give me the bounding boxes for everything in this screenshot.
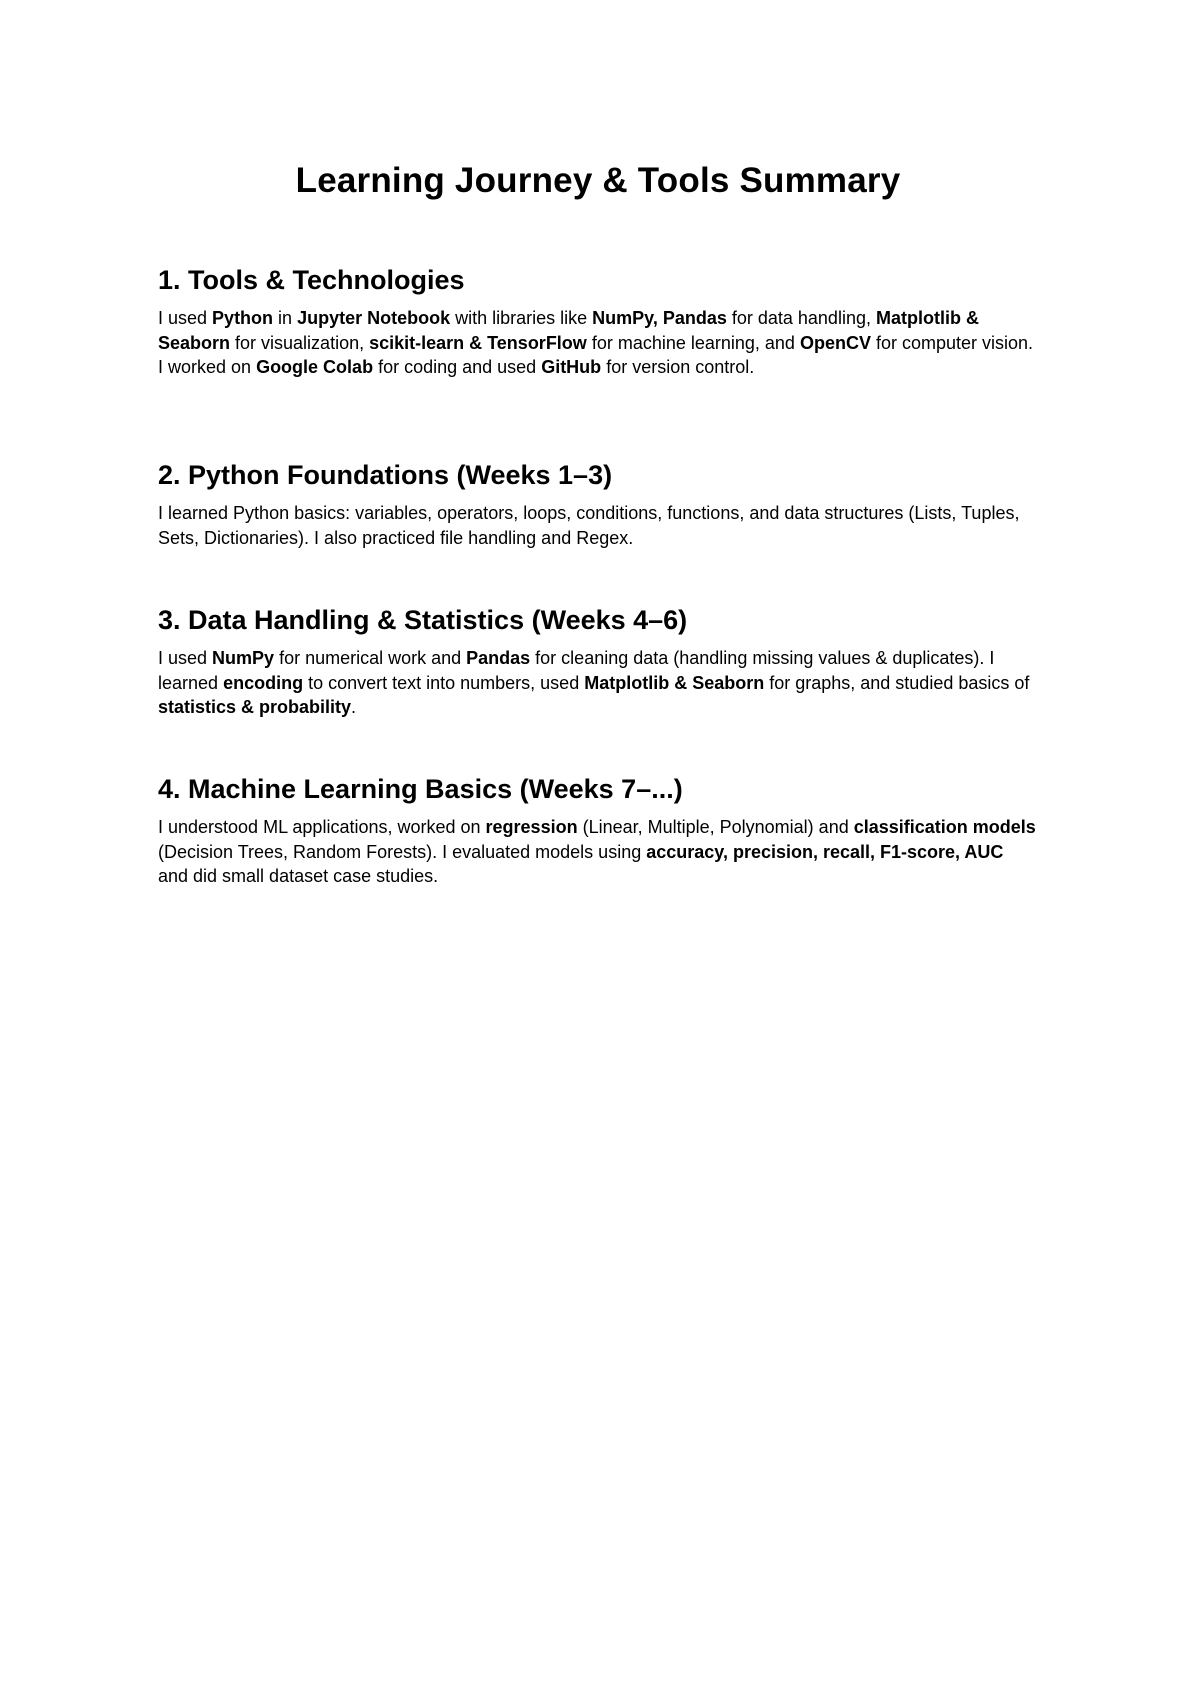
section-paragraph xyxy=(158,306,1038,380)
section-tools-technologies xyxy=(158,264,1038,380)
text-run: for visualization, xyxy=(230,332,370,353)
bold-term: Matplotlib & Seaborn xyxy=(158,308,979,353)
section-paragraph xyxy=(158,646,1038,720)
text-run: for machine learning, and xyxy=(586,332,800,353)
bold-term: Jupyter Notebook xyxy=(297,308,451,328)
bold-term: NumPy xyxy=(212,648,275,668)
bold-term: accuracy, precision, recall, F1-score, AUC xyxy=(646,841,1004,862)
text-run: . xyxy=(351,697,357,717)
section-data-handling-statistics xyxy=(158,604,1038,720)
section-paragraph xyxy=(158,501,1038,550)
text-run: I used xyxy=(158,648,213,668)
text-run: for graphs, and studied basics of xyxy=(764,672,1030,693)
bold-term: encoding xyxy=(223,672,304,693)
bold-term: regression xyxy=(485,817,578,837)
document-title: Learning Journey & Tools Summary xyxy=(295,161,901,200)
bold-term: NumPy, Pandas xyxy=(592,308,727,328)
bold-term: classification models xyxy=(853,817,1036,837)
text-run: for numerical work and xyxy=(274,648,467,668)
section-machine-learning-basics xyxy=(158,773,1038,889)
bold-term: Google Colab xyxy=(256,357,374,377)
text-run: for cleaning data (handling missing values & duplicates). I learned xyxy=(158,648,995,693)
text-run: I used xyxy=(158,308,213,328)
bold-term: GitHub xyxy=(541,357,602,377)
bold-term: Pandas xyxy=(466,648,531,668)
text-run: to convert text into numbers, used xyxy=(303,672,585,693)
text-run: in xyxy=(273,308,298,328)
text-run: I understood ML applications, worked on xyxy=(158,817,486,837)
text-run: for coding and used xyxy=(373,357,542,377)
text-run: and did small dataset case studies. xyxy=(158,866,439,886)
text-run: for computer vision. I worked on xyxy=(158,332,1034,377)
text-run: with libraries like xyxy=(450,308,593,328)
text-run: I learned Python basics: variables, operators, loops, conditions, functions, and data structures (Lists, Tuples, Sets, Dictionaries). I also practiced file handling and Regex. xyxy=(158,503,1020,548)
section-heading: 1. Tools & Technologies xyxy=(158,265,465,295)
section-heading: 4. Machine Learning Basics (Weeks 7–...) xyxy=(158,774,683,804)
section-heading: 3. Data Handling & Statistics (Weeks 4–6) xyxy=(158,605,688,635)
bold-term: Matplotlib & Seaborn xyxy=(584,672,765,693)
bold-term: Python xyxy=(212,308,274,328)
text-run: for data handling, xyxy=(726,308,876,328)
section-heading: 2. Python Foundations (Weeks 1–3) xyxy=(158,460,613,490)
text-run: (Decision Trees, Random Forests). I evaluated models using xyxy=(158,841,647,862)
bold-term: OpenCV xyxy=(799,332,871,353)
text-run: (Linear, Multiple, Polynomial) and xyxy=(577,817,854,837)
bold-term: statistics & probability xyxy=(158,697,352,717)
section-python-foundations xyxy=(158,459,1038,550)
bold-term: scikit-learn & TensorFlow xyxy=(369,332,587,353)
text-run: for version control. xyxy=(601,357,755,377)
section-paragraph xyxy=(158,815,1038,889)
